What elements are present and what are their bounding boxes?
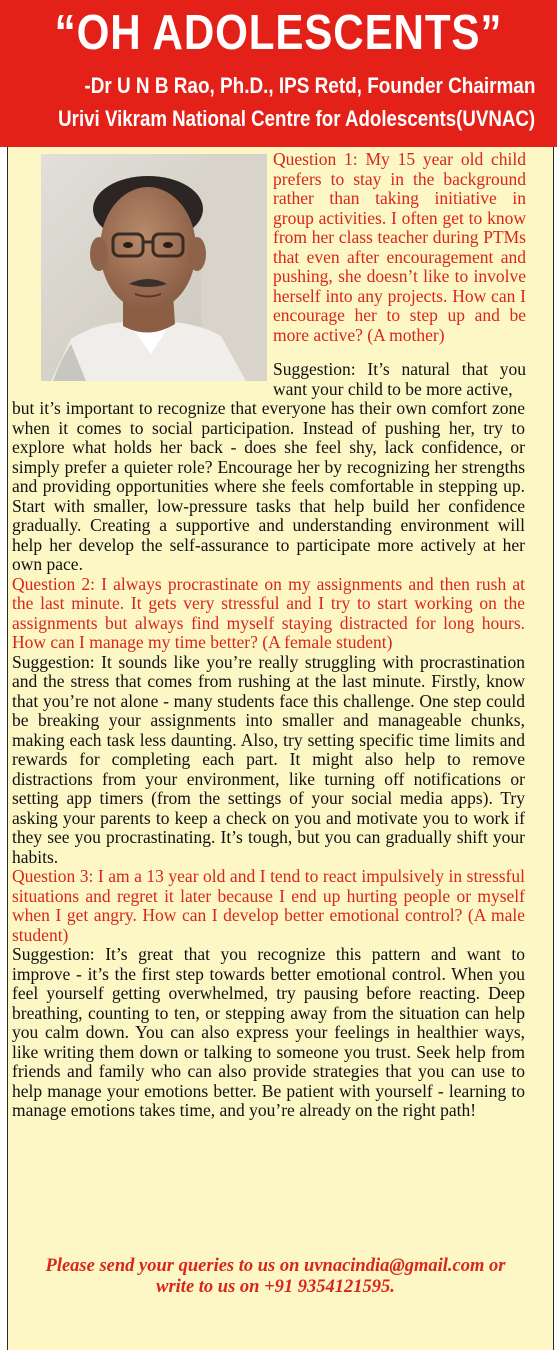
main-column-text: [12, 399, 525, 1121]
suggestion-3-text: Suggestion: It’s great that you recognize this pattern and want to improve - it’s the first step towards better emotional control. When you feel yourself getting overwhelmed, try pausing before reacting. Deep breathing, counting to ten, or stepping away from the situation can help you calm down. You can also express your feelings in healthier ways, like writing them down or talking to someone you trust. Seek help from friends and family who can also provide strategies that you can use to help manage your emotions better. Be patient with yourself - learning to manage emotions takes time, and you’re already on the right path!: [12, 944, 525, 1120]
author-byline: -Dr U N B Rao, Ph.D., IPS Retd, Founder Chairman: [84, 73, 535, 98]
column-title: “OH ADOLESCENTS”: [54, 6, 503, 60]
column-header: [0, 0, 557, 147]
contact-footer: [12, 1256, 539, 1298]
author-photo: [41, 154, 267, 381]
question-2-text: Question 2: I always procrastinate on my assignments and then rush at the last minute. It gets very stressful and I try to start working on the assignments but always find myself staying distracted for long hours. How can I manage my time better? (A female student): [12, 573, 525, 652]
suggestion-1-intro: Suggestion: It’s natural that you want your child to be more active,: [273, 359, 526, 399]
organization-name: Urivi Vikram National Centre for Adolescents(UVNAC): [58, 106, 535, 131]
author-portrait-image: [41, 154, 267, 381]
contact-line-phone: write to us on +91 9354121595.: [156, 1277, 395, 1297]
contact-line-email: Please send your queries to us on uvnacindia@gmail.com or: [45, 1256, 506, 1276]
suggestion-2-text: Suggestion: It sounds like you’re really struggling with procrastination and the stress that comes from rushing at the last minute. Firstly, know that you’re not alone - many students face this challenge. One step could be breaking your assignments into smaller and manageable chunks, making each task less daunting. Also, try setting specific time limits and rewards for completing each part. It might also help to remove distractions from your environment, like turning off notifications or setting app timers (from the settings of your social media apps). Try asking your parents to keep a check on you and motivate you to work if they see you procrastinating. It’s tough, but you can gradually shift your habits.: [12, 651, 525, 867]
question-1-text: Question 1: My 15 year old child prefers to stay in the background rather than taking initiative in group activities. I often get to know from her class teacher during PTMs that even after encouragement and pushing, she doesn’t like to involve herself into any projects. How can I encourage her to step up and be more active? (A mother): [273, 149, 526, 345]
suggestion-1-text: but it’s important to recognize that everyone has their own comfort zone when it comes to social participation. Instead of pushing her, try to explore what holds her back - does she feel shy, lack confidence, or simply prefer a quieter role? Encourage her by recognizing her strengths and providing opportunities where she feels comfortable in stepping up. Start with smaller, low-pressure tasks that help build her confidence gradually. Creating a supportive and understanding environment will help her develop the self-assurance to participate more actively at her own pace.: [12, 398, 525, 574]
question-3-text: Question 3: I am a 13 year old and I tend to react impulsively in stressful situations and regret it later because I end up hurting people or myself when I get angry. How can I develop better emotional control? (A male student): [12, 866, 525, 945]
